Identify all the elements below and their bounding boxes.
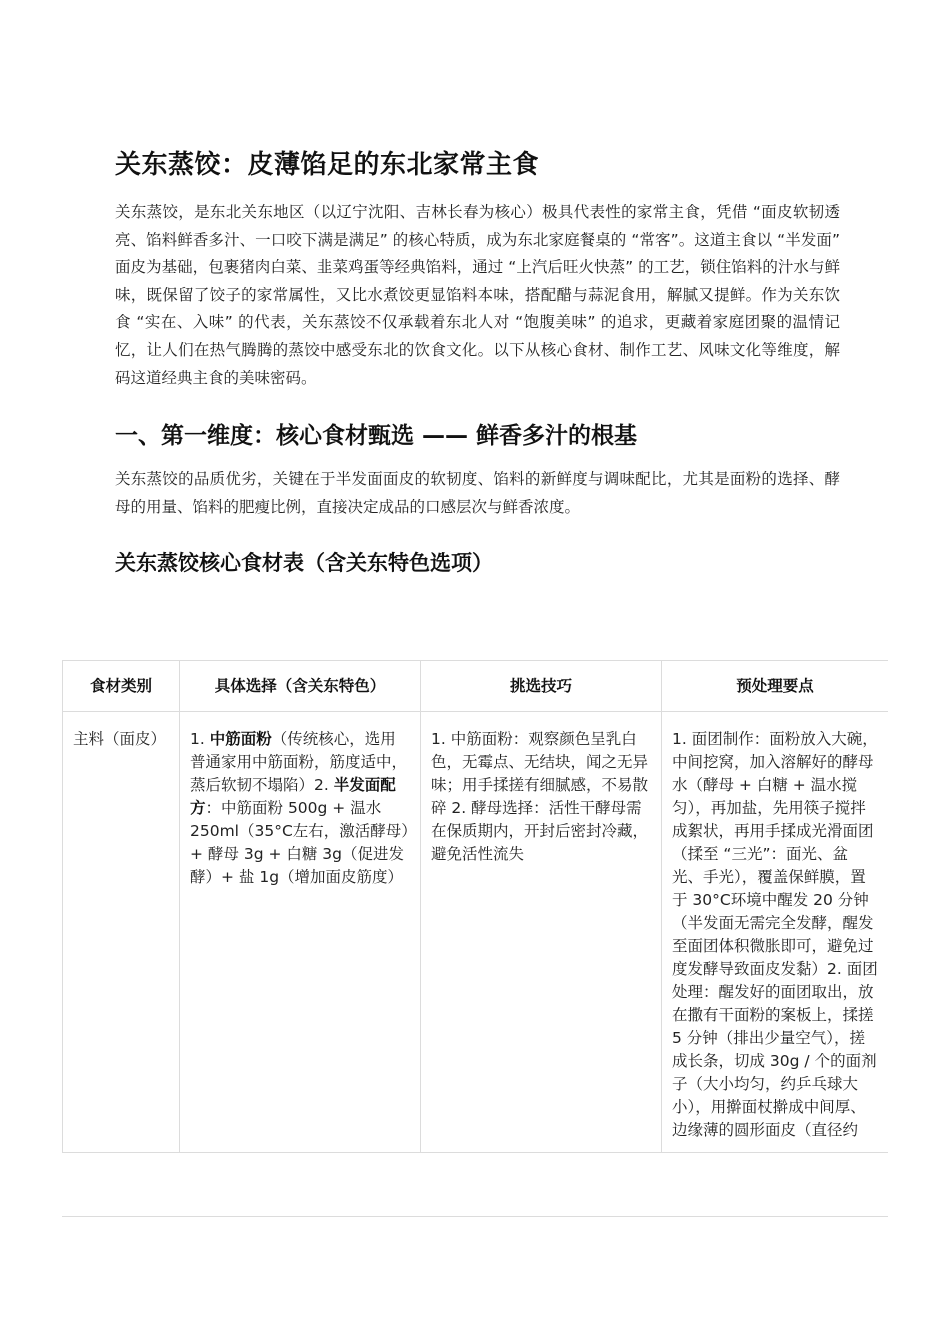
column-header-tips: 挑选技巧 <box>421 661 662 712</box>
table-title: 关东蒸饺核心食材表（含关东特色选项） <box>115 551 493 576</box>
choice-text-2: （传统核心，选用普通家用中筋面粉，筋度适中，蒸后软韧不塌陷）2. <box>190 730 408 794</box>
column-header-choice: 具体选择（含关东特色） <box>180 661 421 712</box>
column-header-prep: 预处理要点 <box>662 661 889 712</box>
table-header-row <box>63 661 889 712</box>
document-content <box>115 145 840 579</box>
choice-text-3: ：中筋面粉 500g + 温水 250ml（35°C左右，激活酵母）+ 酵母 3g + 白糖 3g（促进发酵）+ 盐 1g（增加面皮筋度） <box>190 799 410 886</box>
cell-prep: 1. 面团制作：面粉放入大碗，中间挖窝，加入溶解好的酵母水（酵母 + 白糖 + 温水搅匀），再加盐，先用筷子搅拌成絮状，再用手揉成光滑面团（揉至 “三光”：面光、盆光、手光），覆盖保鲜膜，置于 30°C环境中醒发 20 分钟（半发面无需完全发酵，醒发至面团体积微胀即可，避免过度发酵导致面皮发黏）2. 面团处理：醒发好的面团取出，放在撒有干面粉的案板上，揉搓 5 分钟（排出少量空气），搓成长条，切成 30g / 个的面剂子（大小均匀，约乒乓球大小），用擀面杖擀成中间厚、边缘薄的圆形面皮（直径约 <box>662 712 889 1153</box>
intro-paragraph: 关东蒸饺，是东北关东地区（以辽宁沈阳、吉林长春为核心）极具代表性的家常主食，凭借 “面皮软韧透亮、馅料鲜香多汁、一口咬下满是满足” 的核心特质，成为东北家庭餐桌的 “常客”。这道主食以 “半发面” 面皮为基础，包裹猪肉白菜、韭菜鸡蛋等经典馅料，通过 “上汽后旺火快蒸” 的工艺，锁住馅料的汁水与鲜味，既保留了饺子的家常属性，又比水煮饺更显馅料本味，搭配醋与蒜泥食用，解腻又提鲜。作为关东饮食 “实在、入味” 的代表，关东蒸饺不仅承载着东北人对 “饱腹美味” 的追求，更藏着家庭团聚的温情记忆，让人们在热气腾腾的蒸饺中感受东北的饮食文化。以下从核心食材、制作工艺、风味文化等维度，解码这道经典主食的美味密码。 <box>115 203 840 387</box>
choice-text-1: 1. <box>190 730 210 748</box>
section-1-heading: 一、第一维度：核心食材甄选 —— 鲜香多汁的根基 <box>115 423 638 450</box>
document-title: 关东蒸饺：皮薄馅足的东北家常主食 <box>115 150 540 180</box>
cell-category: 主料（面皮） <box>63 712 180 1153</box>
ingredients-table-container <box>62 660 888 1217</box>
cell-tips: 1. 中筋面粉：观察颜色呈乳白色，无霉点、无结块，闻之无异味；用手揉搓有细腻感，不易散碎 2. 酵母选择：活性干酵母需在保质期内，开封后密封冷藏，避免活性流失 <box>421 712 662 1153</box>
cell-choice <box>180 712 421 1153</box>
column-header-category: 食材类别 <box>63 661 180 712</box>
table-row <box>63 712 889 1153</box>
choice-bold-recipe: 半发面配方 <box>190 776 396 817</box>
choice-bold-flour: 中筋面粉 <box>209 730 272 748</box>
ingredients-table <box>62 660 888 1153</box>
section-1-paragraph: 关东蒸饺的品质优劣，关键在于半发面面皮的软韧度、馅料的新鲜度与调味配比，尤其是面粉的选择、酵母的用量、馅料的肥瘦比例，直接决定成品的口感层次与鲜香浓度。 <box>115 470 840 516</box>
